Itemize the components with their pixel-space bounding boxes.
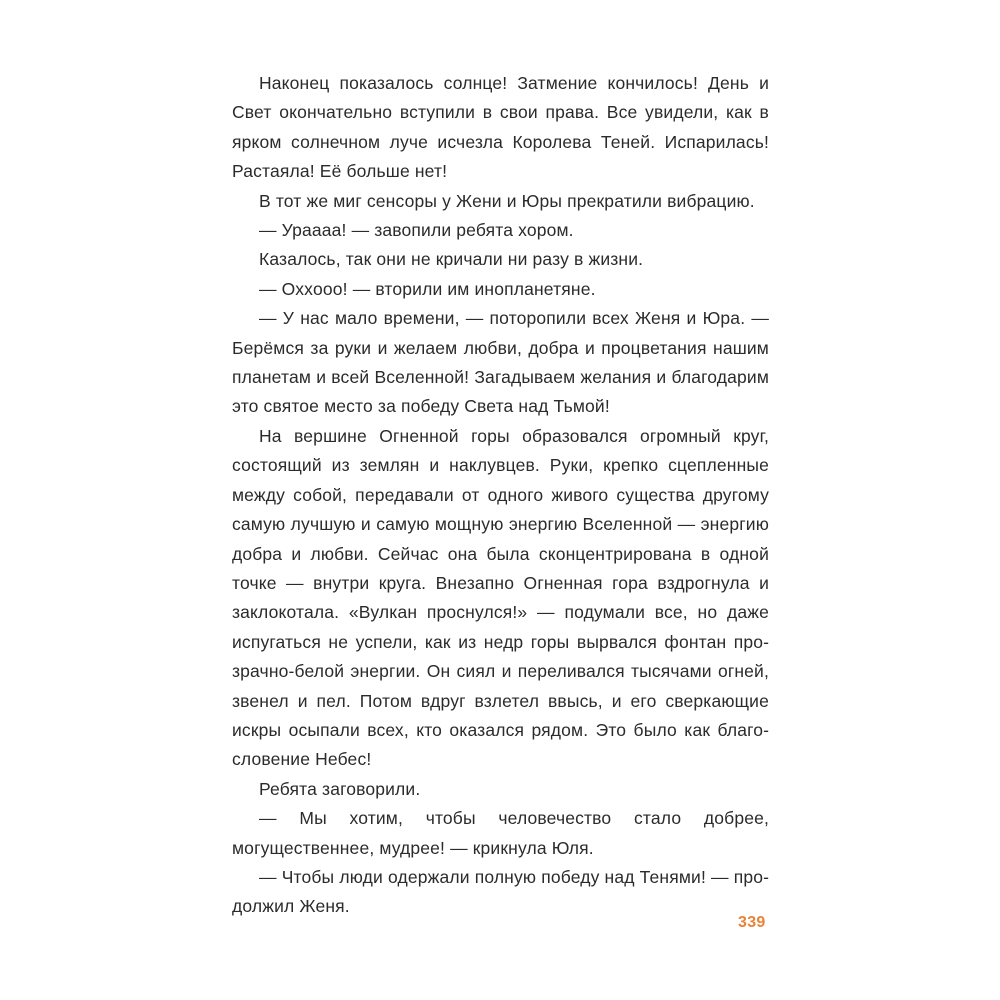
page-number: 339 bbox=[738, 914, 766, 931]
paragraph: — Чтобы люди одержали полную победу над Тенями! — продолжил Женя. bbox=[232, 866, 769, 917]
paragraph: — Охxooo! — вторили им инопланетяне. bbox=[259, 278, 596, 299]
paragraph: — Урaааа! — завопили ребята хором. bbox=[259, 220, 574, 241]
paragraph: На вершине Огненной горы образовался огромный круг, состоящий из землян и наклувцев. Руки, крепко сцепленные между собой, передавали от одного живого существа другому самую лучшую и самую мощную энергию Вселенной — энергию добра и любви. Сейчас она была сконцентрирована в одной точке — внутри круга. Внезапно Огненная гора вздрогнула и заклокотала. «Вулкан проснулся!» — подумали все, но даже испугаться не успели, как из недр горы вырвался фонтан прозрачно-белой энергии. Он сиял и переливался тысячами огней, звенел и пел. Потом вдруг взлетел ввысь, и его сверкающие искры осыпали всех, кто оказался рядом. Это было как благословение Небес! bbox=[232, 425, 769, 770]
paragraph: В тот же миг сенсоры у Жени и Юры прекратили вибрацию. bbox=[259, 190, 755, 211]
paragraph: — Мы хотим, чтобы человечество стало добрее, могущественнее, мудрее! — крикнула Юля. bbox=[232, 808, 769, 858]
paragraph: Казалось, так они не кричали ни разу в жизни. bbox=[259, 249, 644, 270]
body-text bbox=[232, 69, 769, 922]
paragraph: Наконец показалось солнце! Затмение кончилось! День и Свет окончательно вступили в свои права. Все увидели, как в ярком солнечном луче исчезла Королева Теней. Испарилась! Растаяла! Её больше нет! bbox=[232, 73, 769, 182]
paragraph: Ребята заговорили. bbox=[259, 778, 421, 799]
paragraph: — У нас мало времени, — поторопили всех Женя и Юра. — Берёмся за руки и желаем любви, добра и процветания нашим планетам и всей Вселенной! Загадываем желания и благодарим это святое место за победу Света над Тьмой! bbox=[232, 308, 769, 417]
